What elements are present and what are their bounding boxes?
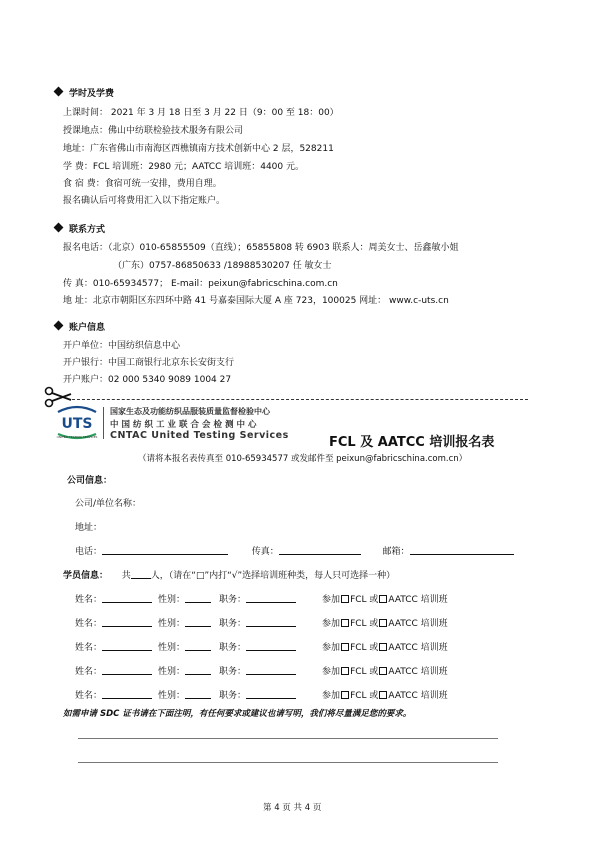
venue-address: 地址：广东省佛山市南海区西樵镇南方技术创新中心 2 层，528211: [63, 144, 334, 154]
gender-label: 性别：: [158, 619, 186, 629]
cut-line: [72, 399, 528, 400]
aatcc-option-label: AATCC 培训班: [388, 667, 448, 677]
gender-field[interactable]: [185, 592, 211, 603]
contact-phone-guangdong: （广东）0757-86850633 /18988530207 任 敏女士: [113, 261, 332, 271]
bullet-diamond-icon: [54, 87, 64, 97]
phone-field[interactable]: [102, 544, 228, 555]
venue: 授课地点：佛山中纺联检验技术服务有限公司: [63, 126, 244, 136]
class-time: 上课时间： 2021 年 3 月 18 日至 3 月 22 日（9：00 至 18：00）: [63, 108, 339, 118]
account-bank: 开户银行：中国工商银行北京东长安街支行: [63, 358, 235, 368]
position-label: 职务：: [219, 667, 247, 677]
aatcc-option-label: AATCC 培训班: [388, 595, 448, 605]
fax-field[interactable]: [279, 544, 361, 555]
contact-phone-beijing: 报名电话：（北京）010-65855509（直线）；65855808 转 6903 联系人：周美女士、岳鑫敏小姐: [63, 243, 459, 253]
fcl-option-label: FCL 或: [350, 619, 379, 629]
logo-text: UTS: [61, 416, 93, 432]
aatcc-checkbox[interactable]: [379, 667, 387, 675]
trainee-info-heading: 学员信息：: [63, 571, 109, 581]
join-prefix: 参加: [322, 667, 341, 677]
fcl-option-label: FCL 或: [350, 667, 379, 677]
company-info-heading: 公司信息：: [67, 476, 113, 486]
company-name-label: 公司/单位名称：: [75, 499, 142, 509]
org-name-line3: CNTAC United Testing Services: [110, 430, 289, 441]
contact-address: 地 址：北京市朝阳区东四环中路 41 号嘉泰国际大厦 A 座 723，100025 网址： www.c-uts.cn: [63, 296, 449, 306]
fcl-checkbox[interactable]: [341, 595, 349, 603]
email-label: 邮箱：: [382, 547, 410, 557]
aatcc-checkbox[interactable]: [379, 595, 387, 603]
tuition-fee: 学 费：FCL 培训班：2980 元；AATCC 培训班：4400 元。: [63, 162, 304, 172]
gender-label: 性别：: [158, 595, 186, 605]
contact-fax-email: 传 真：010-65934577； E-mail：peixun@fabricschina.com.cn: [63, 279, 338, 289]
fcl-option-label: FCL 或: [350, 643, 379, 653]
trainee-row: [75, 688, 448, 701]
section-heading-schedule: 学时及学费: [55, 86, 114, 99]
name-field[interactable]: [102, 688, 152, 699]
trainee-row: [75, 664, 448, 677]
position-label: 职务：: [219, 619, 247, 629]
uts-logo: [54, 404, 100, 440]
letterhead-divider: [103, 407, 104, 439]
aatcc-checkbox[interactable]: [379, 691, 387, 699]
lodging-fee: 食 宿 费：食宿可统一安排，费用自理。: [63, 179, 222, 189]
sdc-note: 如需申请 SDC 证书请在下面注明，有任何要求或建议也请写明，我们将尽量满足您的要求。: [63, 709, 412, 719]
org-name-line2: 中国纺织工业联合会检测中心: [110, 420, 260, 430]
position-label: 职务：: [219, 691, 247, 701]
logo-subtext: UNITED TESTING SERVICES: [56, 435, 98, 439]
gender-field[interactable]: [185, 616, 211, 627]
aatcc-option-label: AATCC 培训班: [388, 643, 448, 653]
trainee-info-row: [63, 568, 395, 581]
name-label: 姓名：: [75, 595, 103, 605]
form-title: FCL 及 AATCC 培训报名表: [329, 435, 495, 450]
aatcc-checkbox[interactable]: [379, 619, 387, 627]
phone-label: 电话：: [75, 547, 103, 557]
join-prefix: 参加: [322, 691, 341, 701]
name-label: 姓名：: [75, 643, 103, 653]
name-field[interactable]: [102, 664, 152, 675]
fax-label: 传真：: [251, 547, 279, 557]
name-label: 姓名：: [75, 667, 103, 677]
fcl-option-label: FCL 或: [350, 595, 379, 605]
fcl-checkbox[interactable]: [341, 691, 349, 699]
aatcc-checkbox[interactable]: [379, 643, 387, 651]
note-line-2[interactable]: [78, 762, 498, 763]
name-field[interactable]: [102, 616, 152, 627]
gender-field[interactable]: [185, 640, 211, 651]
section-heading-account: 账户信息: [55, 320, 105, 333]
org-name-line1: 国家生态及功能纺织品服装质量监督检验中心: [110, 407, 270, 416]
position-field[interactable]: [246, 592, 296, 603]
name-label: 姓名：: [75, 691, 103, 701]
fcl-checkbox[interactable]: [341, 667, 349, 675]
fcl-checkbox[interactable]: [341, 619, 349, 627]
section-heading-contact: 联系方式: [55, 222, 105, 235]
position-field[interactable]: [246, 688, 296, 699]
fcl-option-label: FCL 或: [350, 691, 379, 701]
trainee-count-field[interactable]: [131, 568, 151, 579]
join-prefix: 参加: [322, 595, 341, 605]
form-subtitle: （请将本报名表传真至 010-65934577 或发邮件至 peixun@fabricschina.com.cn）: [138, 454, 468, 464]
trainee-row: [75, 616, 448, 629]
trainee-row: [75, 640, 448, 653]
name-label: 姓名：: [75, 619, 103, 629]
aatcc-option-label: AATCC 培训班: [388, 691, 448, 701]
account-holder: 开户单位：中国纺织信息中心: [63, 341, 181, 351]
trainee-row: [75, 592, 448, 605]
position-label: 职务：: [219, 595, 247, 605]
join-prefix: 参加: [322, 643, 341, 653]
fcl-checkbox[interactable]: [341, 643, 349, 651]
name-field[interactable]: [102, 640, 152, 651]
gender-field[interactable]: [185, 688, 211, 699]
company-phone-row: [75, 544, 514, 557]
bullet-diamond-icon: [54, 223, 64, 233]
position-field[interactable]: [246, 640, 296, 651]
email-field[interactable]: [410, 544, 514, 555]
account-number: 开户账户：02 000 5340 9089 1004 27: [63, 375, 232, 385]
company-address-label: 地址：: [75, 523, 103, 533]
position-label: 职务：: [219, 643, 247, 653]
aatcc-option-label: AATCC 培训班: [388, 619, 448, 629]
gender-label: 性别：: [158, 667, 186, 677]
payment-note: 报名确认后可将费用汇入以下指定账户。: [63, 196, 226, 206]
join-prefix: 参加: [322, 619, 341, 629]
trainee-count-suffix: 人，（请在“□”内打“√”选择培训班种类，每人只可选择一种）: [150, 571, 396, 581]
name-field[interactable]: [102, 592, 152, 603]
page-number: 第 4 页 共 4 页: [263, 803, 322, 813]
gender-label: 性别：: [158, 643, 186, 653]
bullet-diamond-icon: [54, 321, 64, 331]
trainee-count-prefix: 共: [121, 571, 131, 581]
position-field[interactable]: [246, 616, 296, 627]
gender-field[interactable]: [185, 664, 211, 675]
position-field[interactable]: [246, 664, 296, 675]
gender-label: 性别：: [158, 691, 186, 701]
note-line-1[interactable]: [78, 738, 498, 739]
